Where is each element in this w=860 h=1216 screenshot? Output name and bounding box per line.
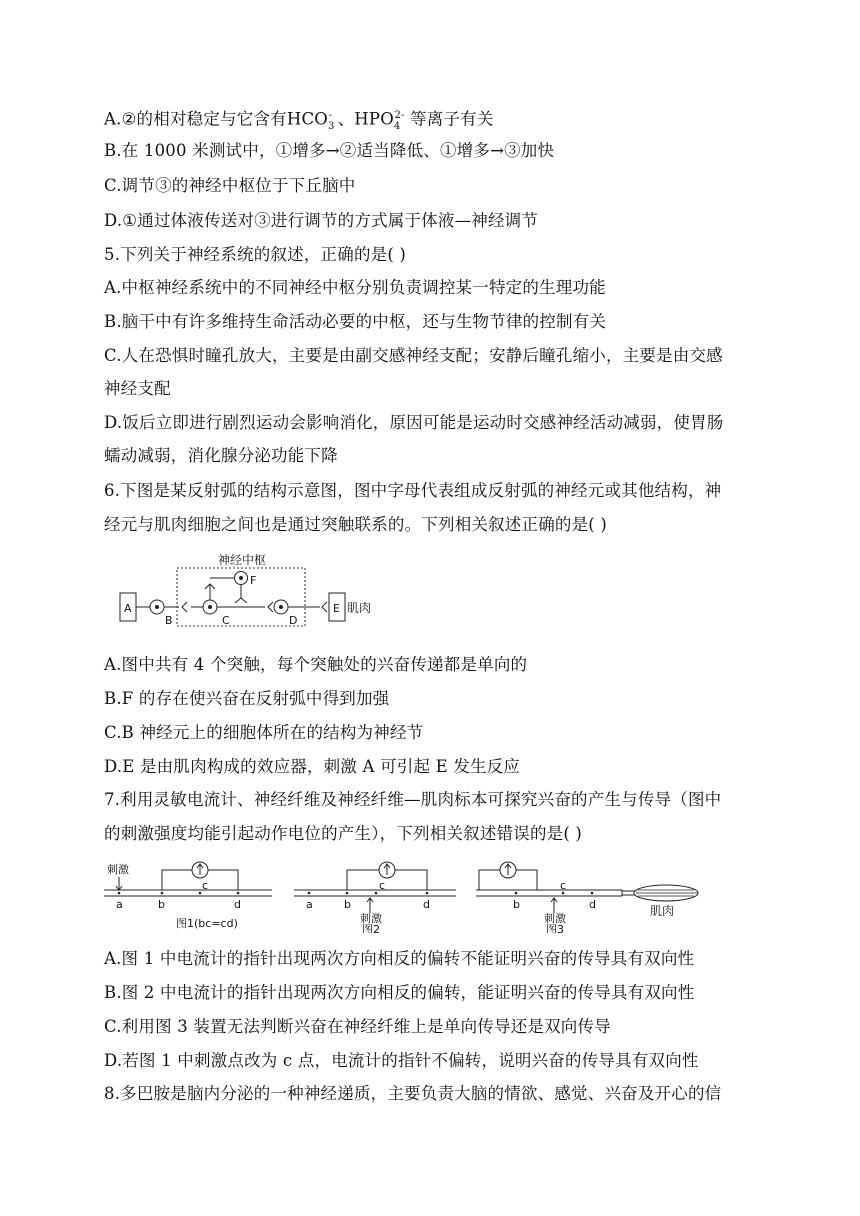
fig1-point-a: a [116, 898, 123, 911]
q8-stem: 8.多巴胺是脑内分泌的一种神经递质，主要负责大脑的情欲、感觉、兴奋及开心的信 [104, 1084, 722, 1103]
fig3-caption: 图3 [546, 923, 564, 933]
q6-option-d: D.E 是由肌肉构成的效应器，刺激 A 可引起 E 发生反应 [104, 757, 521, 776]
fig3-point-d: d [589, 898, 596, 911]
q5-stem: 5.下列关于神经系统的叙述，正确的是( ) [104, 245, 407, 264]
fig3-point-c: c [560, 879, 567, 892]
label-a: A [124, 602, 132, 615]
q6-option-c: C.B 神经元上的细胞体所在的结构为神经节 [104, 723, 424, 742]
q5-option-c: C.人在恐惧时瞳孔放大，主要是由副交感神经支配；安静后瞳孔缩小，主要是由交感 [104, 346, 723, 365]
nerve-center-label: 神经中枢 [218, 553, 267, 567]
fig2-point-a: a [306, 898, 313, 911]
fig1-point-d: d [234, 898, 241, 911]
nerve-fiber-diagrams [104, 853, 704, 933]
fig1-stimulus-label: 刺激 [107, 863, 129, 876]
q7-option-c: C.利用图 3 装置无法判断兴奋在神经纤维上是单向传导还是双向传导 [104, 1017, 611, 1036]
fig2-point-b: b [344, 898, 351, 911]
q5-option-c-cont: 神经支配 [104, 379, 171, 398]
label-f: F [250, 574, 257, 587]
fig1-caption: 图1(bc=cd) [176, 917, 238, 930]
fig2-stimulus-label: 刺激 [360, 912, 382, 925]
fig1-point-b: b [158, 898, 165, 911]
q6-stem: 6.下图是某反射弧的结构示意图，图中字母代表组成反射弧的神经元或其他结构，神 [104, 481, 722, 500]
reflex-arc-diagram [115, 548, 375, 633]
fig3-muscle-label: 肌肉 [650, 904, 675, 918]
fig2-caption: 图2 [362, 923, 380, 933]
q7-stem: 7.利用灵敏电流计、神经纤维及神经纤维—肌肉标本可探究兴奋的产生与传导（图中 [104, 790, 722, 809]
q7-option-a: A.图 1 中电流计的指针出现两次方向相反的偏转不能证明兴奋的传导具有双向性 [104, 949, 695, 968]
q5-option-d: D.饭后立即进行剧烈运动会影响消化，原因可能是运动时交感神经活动减弱，使胃肠 [104, 413, 724, 432]
label-c: C [222, 614, 230, 627]
fig2-point-c: c [379, 879, 386, 892]
q7-option-d: D.若图 1 中刺激点改为 c 点，电流计的指针不偏转，说明兴奋的传导具有双向性 [104, 1051, 699, 1070]
muscle-label: 肌肉 [347, 601, 372, 615]
fig1-point-c: c [202, 879, 209, 892]
q6-option-a: A.图中共有 4 个突触，每个突触处的兴奋传递都是单向的 [104, 655, 528, 674]
q4-option-a: A.②的相对稳定与它含有$HCO_3^-$ 、$HPO_4^{2-}$ 等离子有关 [104, 109, 494, 132]
q5-option-a: A.中枢神经系统中的不同神经中枢分别负责调控某一特定的生理功能 [104, 278, 606, 297]
fig2-point-d: d [423, 898, 430, 911]
q4-option-b: B.在 1000 米测试中，①增多→②适当降低、①增多→③加快 [104, 141, 555, 160]
q4-option-d: D.①通过体液传送对③进行调节的方式属于体液—神经调节 [104, 211, 539, 230]
label-d: D [289, 614, 298, 627]
q4-option-c: C.调节③的神经中枢位于下丘脑中 [104, 176, 356, 195]
fig3-stimulus-label: 刺激 [544, 912, 566, 925]
label-e: E [333, 602, 340, 615]
q5-option-d-cont: 蠕动减弱，消化腺分泌功能下降 [104, 446, 338, 465]
q6-option-b: B.F 的存在使兴奋在反射弧中得到加强 [104, 689, 390, 708]
label-b: B [165, 614, 173, 627]
q7-option-b: B.图 2 中电流计的指针出现两次方向相反的偏转，能证明兴奋的传导具有双向性 [104, 983, 695, 1002]
q7-stem-cont: 的刺激强度均能引起动作电位的产生），下列相关叙述错误的是( ) [104, 824, 583, 843]
q6-stem-cont: 经元与肌肉细胞之间也是通过突触联系的。下列相关叙述正确的是( ) [104, 515, 608, 534]
fig3-point-b: b [513, 898, 520, 911]
q5-option-b: B.脑干中有许多维持生命活动必要的中枢，还与生物节律的控制有关 [104, 312, 607, 331]
